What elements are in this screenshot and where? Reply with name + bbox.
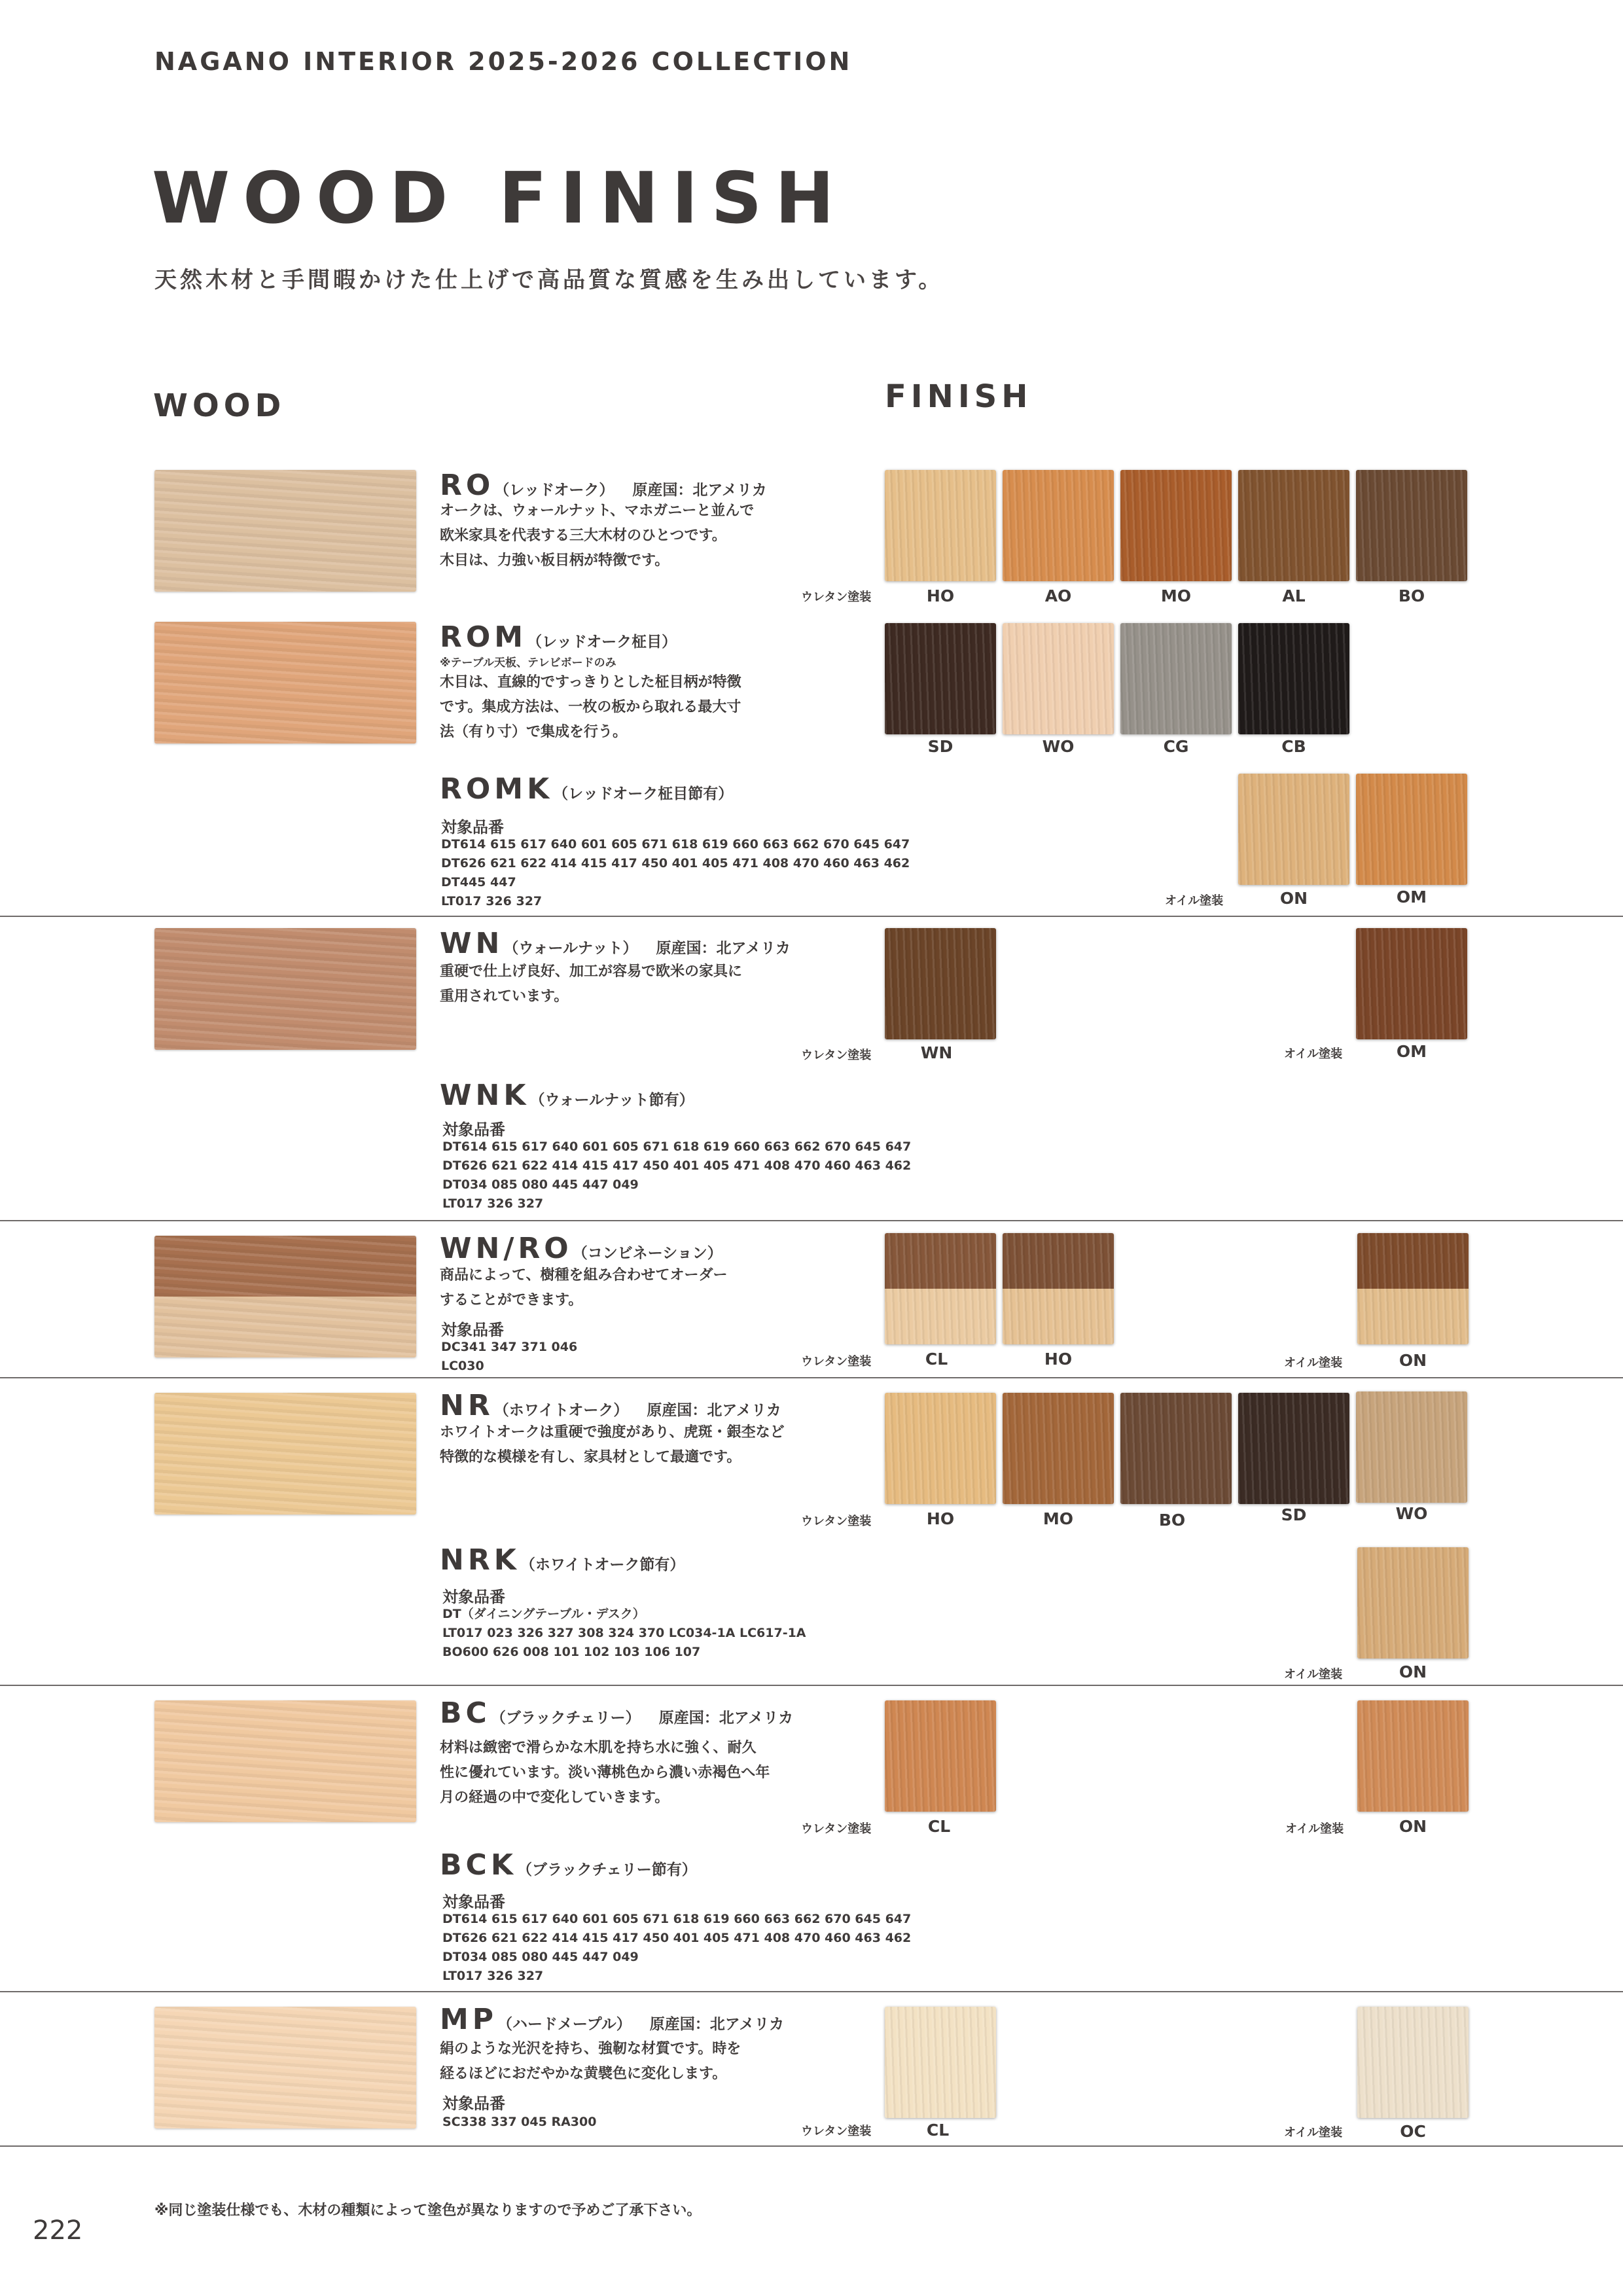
wood-origin: 原産国：北アメリカ bbox=[649, 2016, 785, 2033]
wood-jp-name: （ブラックチェリー） bbox=[490, 1710, 641, 1727]
finish-label: MO bbox=[1043, 1509, 1074, 1528]
coat-urethane: ウレタン塗装 bbox=[801, 1049, 872, 1062]
wood-name-ro bbox=[440, 469, 767, 503]
coat-oil: オイル塗装 bbox=[1285, 1822, 1344, 1836]
finish-swatch bbox=[1120, 623, 1232, 734]
wood-desc-mp: 絹のような光沢を持ち、強靭な材質です。時を 経るほどにおだやかな黄襞色に変化します。 bbox=[440, 2041, 741, 2082]
coat-oil: オイル塗装 bbox=[1165, 894, 1224, 908]
finish-label: HO bbox=[1044, 1350, 1073, 1369]
wood-jp-name: （ハードメープル） bbox=[497, 2016, 632, 2033]
coat-urethane: ウレタン塗装 bbox=[801, 1355, 872, 1369]
products-label: 対象品番 bbox=[441, 1321, 504, 1339]
section-divider bbox=[0, 1220, 1623, 1221]
section-divider bbox=[0, 1377, 1623, 1378]
wood-name-wn bbox=[440, 927, 791, 961]
products-mp: SC338 337 045 RA300 bbox=[442, 2115, 597, 2129]
finish-swatch bbox=[1238, 470, 1349, 581]
finish-label: MO bbox=[1160, 586, 1192, 605]
products-label: 対象品番 bbox=[442, 2094, 505, 2113]
wood-jp-name: （レッドオーク柾目） bbox=[527, 634, 677, 651]
wood-jp-name: （ブラックチェリー節有） bbox=[516, 1861, 697, 1878]
finish-label: SD bbox=[1281, 1505, 1307, 1524]
wood-sample-bc bbox=[154, 1700, 416, 1822]
products-wnro: DC341 347 371 046 LC030 bbox=[441, 1340, 578, 1373]
finish-swatch bbox=[885, 623, 996, 734]
finish-label: BO bbox=[1398, 586, 1425, 605]
finish-swatch bbox=[1357, 2007, 1469, 2118]
finish-label: AO bbox=[1044, 586, 1072, 605]
finish-swatch bbox=[1003, 1393, 1114, 1504]
wood-origin: 原産国：北アメリカ bbox=[647, 1402, 781, 1419]
wood-name-wnro bbox=[440, 1232, 722, 1266]
finish-label: ON bbox=[1399, 1662, 1427, 1681]
finish-label: CL bbox=[927, 1817, 951, 1836]
wood-code: BC bbox=[440, 1696, 491, 1730]
wood-sample-wn bbox=[154, 928, 416, 1050]
products-wnk: DT614 615 617 640 601 605 671 618 619 660 663 662 670 645 647 DT626 621 622 414 415 417 450 401 405 471 408 470 460 463 462 DT034 085 080 445 447 049 LT017 326 327 bbox=[442, 1139, 912, 1211]
page-subtitle: 天然木材と手間暇かけた仕上げで高品質な質感を生み出しています。 bbox=[154, 267, 944, 293]
finish-swatch bbox=[1003, 470, 1114, 581]
wood-name-nrk bbox=[440, 1543, 685, 1578]
wood-jp-name: （ウォールナット節有） bbox=[529, 1092, 694, 1109]
coat-urethane: ウレタン塗装 bbox=[801, 590, 872, 604]
wood-name-bck bbox=[440, 1848, 697, 1883]
finish-label: CL bbox=[925, 1350, 948, 1369]
finish-label: OC bbox=[1400, 2122, 1426, 2141]
wood-sample-rom bbox=[154, 622, 416, 744]
finish-swatch bbox=[1003, 1233, 1114, 1344]
finish-swatch bbox=[1120, 1393, 1232, 1504]
products-nrk: DT（ダイニングテーブル・デスク） LT017 023 326 327 308 324 370 LC034-1A LC617-1A BO600 626 008 101 102 103 106 107 bbox=[442, 1607, 806, 1659]
wood-desc-rom: 木目は、直線的ですっきりとした柾目柄が特徴 です。集成方法は、一枚の板から取れる最大寸 法（有り寸）で集成を行う。 bbox=[440, 674, 741, 740]
finish-label: AL bbox=[1282, 586, 1306, 605]
wood-jp-name: （ウォールナット） bbox=[503, 940, 638, 957]
finish-label: BO bbox=[1158, 1511, 1186, 1530]
section-divider bbox=[0, 2145, 1623, 2147]
finish-label: ON bbox=[1279, 889, 1308, 908]
finish-swatch bbox=[1357, 1547, 1469, 1659]
finish-label: SD bbox=[927, 737, 954, 756]
finish-swatch bbox=[885, 1233, 996, 1344]
finish-label: ON bbox=[1399, 1817, 1427, 1836]
coat-oil: オイル塗装 bbox=[1284, 2126, 1343, 2140]
wood-code: WNK bbox=[440, 1079, 530, 1112]
wood-code: ROM bbox=[440, 620, 527, 654]
section-divider bbox=[0, 916, 1623, 917]
wood-desc-nr: ホワイトオークは重硬で強度があり、虎斑・銀杢など 特徴的な模様を有し、家具材として最適です。 bbox=[440, 1424, 785, 1465]
wood-name-wnk bbox=[440, 1079, 694, 1113]
finish-swatch bbox=[1238, 1393, 1349, 1504]
wood-code: NRK bbox=[440, 1543, 520, 1577]
finish-swatch bbox=[885, 1393, 996, 1504]
finish-label: WO bbox=[1395, 1504, 1428, 1523]
finish-label: CL bbox=[926, 2121, 950, 2140]
finish-swatch bbox=[1238, 774, 1349, 885]
section-divider bbox=[0, 1685, 1623, 1686]
finish-label: CB bbox=[1281, 737, 1306, 756]
wood-desc-ro: オークは、ウォールナット、マホガニーと並んで 欧米家具を代表する三大木材のひとつです。 木目は、力強い板目柄が特徴です。 bbox=[440, 503, 755, 569]
wood-column-heading: WOOD bbox=[153, 387, 286, 424]
wood-jp-name: （レッドオーク） bbox=[494, 482, 615, 499]
wood-name-romk bbox=[440, 772, 733, 807]
finish-swatch bbox=[1356, 774, 1467, 885]
wood-code: NR bbox=[440, 1389, 494, 1422]
finish-label: WN bbox=[920, 1043, 953, 1062]
coat-urethane: ウレタン塗装 bbox=[801, 1515, 872, 1528]
coat-oil: オイル塗装 bbox=[1284, 1668, 1343, 1681]
wood-name-nr bbox=[440, 1389, 781, 1424]
wood-sample-nr bbox=[154, 1393, 416, 1515]
wood-desc-wnro: 商品によって、樹種を組み合わせてオーダー することができます。 bbox=[440, 1267, 728, 1308]
wood-jp-name: （ホワイトオーク節有） bbox=[520, 1556, 685, 1573]
wood-name-mp bbox=[440, 2003, 784, 2037]
finish-swatch bbox=[1356, 470, 1467, 581]
finish-label: ON bbox=[1399, 1351, 1427, 1370]
products-label: 対象品番 bbox=[442, 1588, 505, 1606]
coat-oil: オイル塗装 bbox=[1284, 1356, 1343, 1370]
coat-oil: オイル塗装 bbox=[1284, 1047, 1343, 1061]
wood-code: ROMK bbox=[440, 772, 554, 806]
wood-jp-name: （ホワイトオーク） bbox=[493, 1402, 629, 1419]
coat-urethane: ウレタン塗装 bbox=[801, 1822, 872, 1836]
finish-label: CG bbox=[1163, 737, 1189, 756]
finish-label: HO bbox=[926, 1509, 955, 1528]
products-label: 対象品番 bbox=[441, 818, 504, 836]
finish-swatch bbox=[1003, 623, 1114, 734]
finish-swatch bbox=[1120, 470, 1232, 581]
products-romk: DT614 615 617 640 601 605 671 618 619 660 663 662 670 645 647 DT626 621 622 414 415 417 450 401 405 471 408 470 460 463 462 DT445 447 LT017 326 327 bbox=[441, 837, 910, 908]
wood-desc-wn: 重硬で仕上げ良好、加工が容易で欧米の家具に 重用されています。 bbox=[440, 963, 743, 1005]
wood-jp-name: （コンビネーション） bbox=[572, 1245, 722, 1262]
wood-note-rom: ※テーブル天板、テレビボードのみ bbox=[440, 656, 616, 670]
wood-code: RO bbox=[440, 469, 495, 502]
finish-swatch bbox=[885, 1700, 996, 1812]
finish-swatch bbox=[885, 928, 996, 1039]
wood-origin: 原産国：北アメリカ bbox=[658, 1710, 794, 1727]
wood-code: WN/RO bbox=[440, 1232, 573, 1265]
wood-name-bc bbox=[440, 1696, 793, 1731]
products-bck: DT614 615 617 640 601 605 671 618 619 660 663 662 670 645 647 DT626 621 622 414 415 417 450 401 405 471 408 470 460 463 462 DT034 085 080 445 447 049 LT017 326 327 bbox=[442, 1912, 912, 1983]
finish-label: HO bbox=[926, 586, 955, 605]
wood-code: BCK bbox=[440, 1848, 517, 1882]
wood-desc-bc: 材料は緻密で滑らかな木肌を持ち水に強く、耐久 性に優れています。淡い薄桃色から濃い赤褐色へ年 月の経過の中で変化していきます。 bbox=[440, 1740, 770, 1806]
wood-name-rom bbox=[440, 620, 677, 655]
page-number: 222 bbox=[33, 2215, 83, 2246]
finish-column-heading: FINISH bbox=[885, 378, 1033, 415]
wood-code: MP bbox=[440, 2003, 498, 2036]
finish-label: WO bbox=[1042, 737, 1075, 756]
products-label: 対象品番 bbox=[442, 1121, 505, 1139]
wood-sample-ro bbox=[154, 470, 416, 592]
wood-origin: 原産国：北アメリカ bbox=[632, 482, 767, 499]
collection-header: NAGANO INTERIOR 2025-2026 COLLECTION bbox=[154, 47, 853, 76]
products-label: 対象品番 bbox=[442, 1893, 505, 1911]
finish-label: OM bbox=[1396, 1042, 1427, 1061]
finish-swatch bbox=[885, 470, 996, 581]
footnote: ※同じ塗装仕様でも、木材の種類によって塗色が異なりますので予めご了承下さい。 bbox=[154, 2202, 702, 2219]
page-title: WOOD FINISH bbox=[152, 158, 847, 240]
finish-swatch bbox=[1356, 928, 1467, 1039]
finish-swatch bbox=[1356, 1391, 1467, 1503]
finish-swatch bbox=[1357, 1233, 1469, 1344]
wood-code: WN bbox=[440, 927, 504, 960]
wood-sample-wnro bbox=[154, 1236, 416, 1357]
section-divider bbox=[0, 1991, 1623, 1992]
finish-swatch bbox=[885, 2007, 996, 2118]
finish-swatch bbox=[1238, 623, 1349, 734]
finish-label: OM bbox=[1396, 888, 1427, 906]
finish-swatch bbox=[1357, 1700, 1469, 1812]
wood-jp-name: （レッドオーク柾目節有） bbox=[553, 785, 734, 802]
wood-sample-mp bbox=[154, 2007, 416, 2128]
coat-urethane: ウレタン塗装 bbox=[801, 2125, 872, 2138]
wood-origin: 原産国：北アメリカ bbox=[656, 940, 791, 957]
